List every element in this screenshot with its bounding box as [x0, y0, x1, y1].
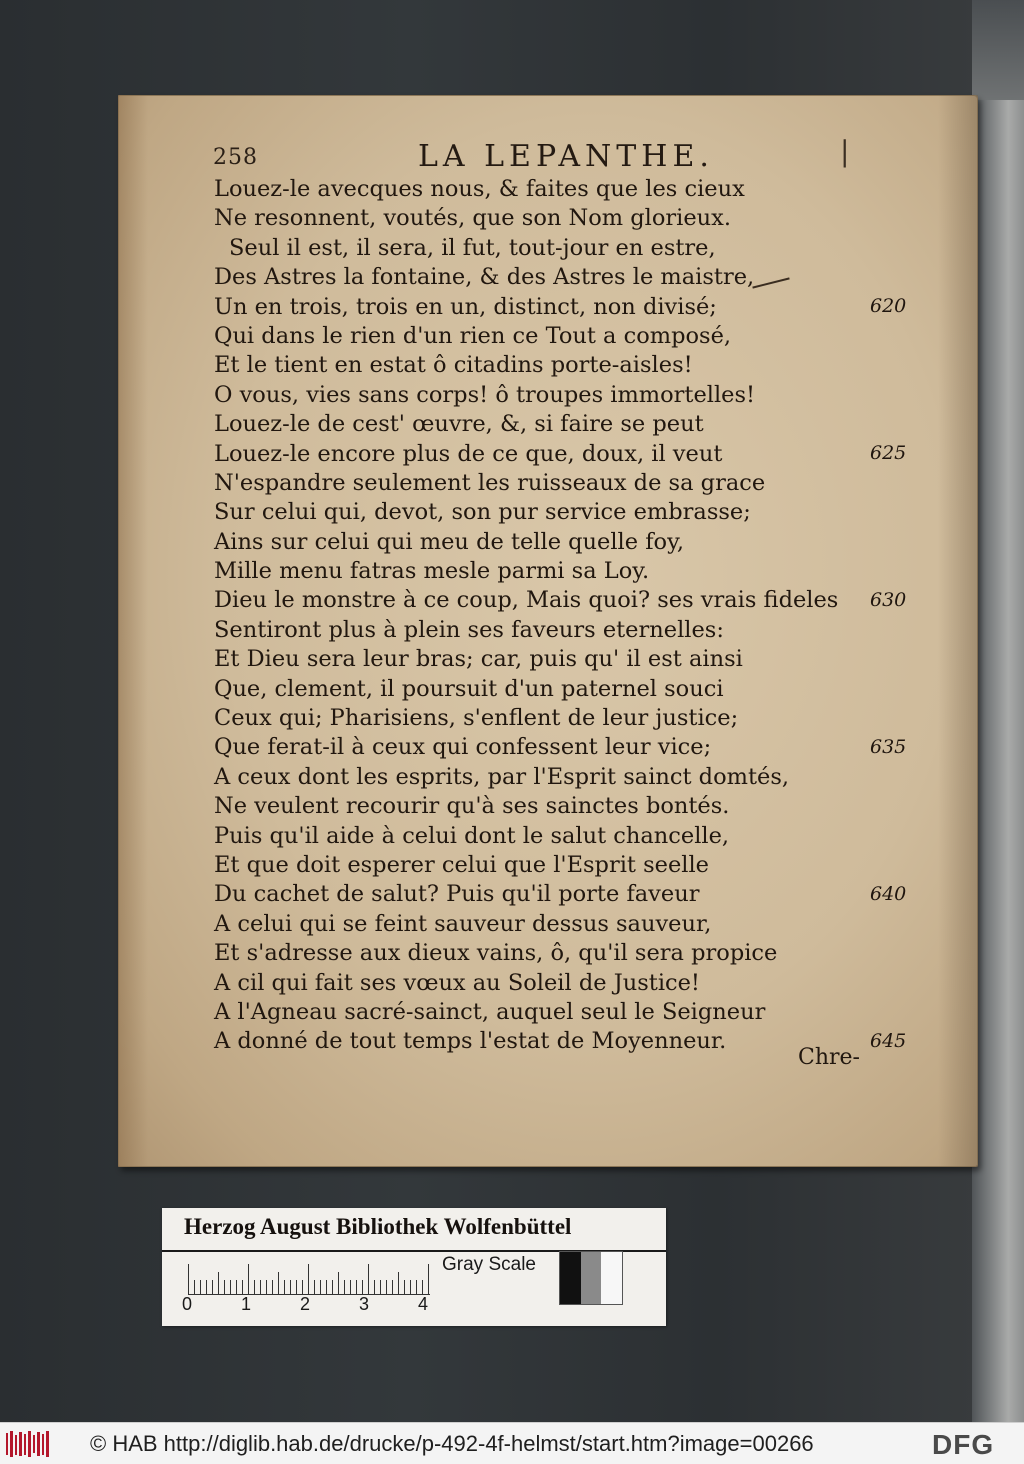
verse-line: Mille menu fatras mesle parmi sa Loy. — [214, 558, 650, 585]
verse-block — [214, 175, 839, 1057]
verse-line: A celui qui se feint sauveur dessus sauveur, — [214, 910, 712, 937]
ruler-tick — [314, 1280, 315, 1294]
ruler-number: 1 — [241, 1294, 252, 1314]
ruler-tick — [290, 1280, 291, 1294]
ruler-tick — [302, 1280, 303, 1294]
ruler-numbers — [182, 1294, 442, 1316]
verse-line: Et s'adresse aux dieux vains, ô, qu'il sera propice — [214, 940, 778, 967]
ruler-tick — [188, 1264, 189, 1294]
line-number: 635 — [870, 735, 907, 758]
hab-barcode-icon — [6, 1431, 50, 1457]
gray-swatch — [581, 1252, 602, 1304]
ruler-tick — [326, 1280, 327, 1294]
ruler-number: 0 — [182, 1294, 193, 1314]
institution-name: Herzog August Bibliothek Wolfenbüttel — [184, 1214, 572, 1239]
ruler-tick — [428, 1264, 429, 1294]
verse-line: Louez-le de cest' œuvre, &, si faire se peut — [214, 411, 704, 438]
ruler-tick — [320, 1280, 321, 1294]
verse-line: Sur celui qui, devot, son pur service embrasse; — [214, 499, 751, 526]
library-color-chart — [162, 1208, 666, 1326]
ruler-tick — [422, 1280, 423, 1294]
ruler-tick — [338, 1272, 339, 1294]
adjacent-page-edge — [972, 0, 1024, 1422]
page-number: 258 — [213, 145, 258, 170]
ruler-tick — [194, 1280, 195, 1294]
ruler-tick — [224, 1280, 225, 1294]
ruler-tick — [278, 1272, 279, 1294]
verse-line: Un en trois, trois en un, distinct, non divisé; — [214, 293, 717, 320]
header-mark: | — [840, 135, 850, 168]
ruler-tick — [296, 1280, 297, 1294]
ruler-number: 2 — [300, 1294, 311, 1314]
verse-line: Et que doit esperer celui que l'Esprit seelle — [214, 851, 709, 878]
verse-line: Puis qu'il aide à celui dont le salut chancelle, — [214, 822, 730, 849]
verse-line: Des Astres la fontaine, & des Astres le maistre, — [214, 264, 755, 291]
verse-line: Louez-le encore plus de ce que, doux, il veut — [214, 440, 723, 467]
verse-line: Ains sur celui qui meu de telle quelle foy, — [214, 528, 684, 555]
running-title: LA LEPANTHE. — [418, 139, 714, 174]
ruler-tick — [350, 1280, 351, 1294]
verse-line: A donné de tout temps l'estat de Moyenneur. — [214, 1028, 727, 1055]
verse-line: Ne veulent recourir qu'à ses sainctes bontés. — [214, 793, 730, 820]
page-edge-shadow — [938, 95, 978, 1167]
ruler-tick — [416, 1280, 417, 1294]
ruler-tick — [386, 1280, 387, 1294]
verse-line: Ceux qui; Pharisiens, s'enflent de leur justice; — [214, 705, 739, 732]
verse-line: Dieu le monstre à ce coup, Mais quoi? ses vrais fideles — [214, 587, 839, 614]
verse-line: Qui dans le rien d'un rien ce Tout a composé, — [214, 322, 732, 349]
verse-line: Du cachet de salut? Puis qu'il porte faveur — [214, 881, 700, 908]
dfg-logo: DFG — [932, 1429, 995, 1460]
gray-swatch — [560, 1252, 581, 1304]
ruler-number: 3 — [359, 1294, 370, 1314]
ruler-number: 4 — [418, 1294, 429, 1314]
ruler-tick — [284, 1280, 285, 1294]
ruler-tick — [212, 1280, 213, 1294]
ruler-tick — [266, 1280, 267, 1294]
catchword: Chre- — [798, 1045, 860, 1070]
ruler — [188, 1260, 430, 1294]
copyright-url[interactable]: © HAB http://diglib.hab.de/drucke/p-492-4f-helmst/start.htm?image=00266 — [90, 1431, 814, 1456]
verse-line: N'espandre seulement les ruisseaux de sa grace — [214, 469, 766, 496]
verse-line: Sentiront plus à plein ses faveurs eternelles: — [214, 616, 724, 643]
line-number: 625 — [870, 441, 907, 464]
ruler-tick — [380, 1280, 381, 1294]
ruler-tick — [236, 1280, 237, 1294]
ruler-tick — [404, 1280, 405, 1294]
gray-scale-swatches — [560, 1252, 622, 1304]
ruler-tick — [362, 1280, 363, 1294]
verse-line: Seul il est, il sera, il fut, tout-jour en estre, — [229, 234, 716, 261]
verse-line: A cil qui fait ses vœux au Soleil de Justice! — [214, 969, 700, 996]
ruler-tick — [272, 1280, 273, 1294]
ruler-tick — [308, 1264, 309, 1294]
viewer-footer — [0, 1422, 1024, 1464]
ruler-tick — [248, 1264, 249, 1294]
ruler-tick — [368, 1264, 369, 1294]
gray-scale-label: Gray Scale — [442, 1254, 536, 1275]
ruler-tick — [260, 1280, 261, 1294]
ruler-tick — [356, 1280, 357, 1294]
line-number: 640 — [870, 882, 907, 905]
gray-swatch — [601, 1252, 622, 1304]
verse-line: A l'Agneau sacré-sainct, auquel seul le Seigneur — [214, 998, 766, 1025]
verse-line: Ne resonnent, voutés, que son Nom glorieux. — [214, 205, 731, 232]
verse-line: A ceux dont les esprits, par l'Esprit sainct domtés, — [214, 763, 790, 790]
ruler-tick — [410, 1280, 411, 1294]
ruler-tick — [218, 1272, 219, 1294]
ruler-tick — [374, 1280, 375, 1294]
ruler-tick — [344, 1280, 345, 1294]
verse-line: Et Dieu sera leur bras; car, puis qu' il est ainsi — [214, 646, 743, 673]
ruler-tick — [200, 1280, 201, 1294]
ruler-tick — [242, 1280, 243, 1294]
ruler-tick — [332, 1280, 333, 1294]
page-header — [118, 135, 978, 175]
verse-line: Que ferat-il à ceux qui confessent leur vice; — [214, 734, 712, 761]
book-page — [118, 95, 978, 1167]
ruler-tick — [254, 1280, 255, 1294]
ruler-tick — [206, 1280, 207, 1294]
adjacent-page-edge-top — [972, 0, 1024, 100]
verse-line: Que, clement, il poursuit d'un paternel souci — [214, 675, 724, 702]
ruler-tick — [230, 1280, 231, 1294]
ruler-tick — [392, 1280, 393, 1294]
line-number: 620 — [870, 294, 907, 317]
verse-line: O vous, vies sans corps! ô troupes immortelles! — [214, 381, 756, 408]
verse-line: Louez-le avecques nous, & faites que les cieux — [214, 176, 745, 202]
verse-line: Et le tient en estat ô citadins porte-aisles! — [214, 352, 693, 379]
line-number: 645 — [870, 1029, 907, 1052]
page-gutter-shadow — [118, 95, 148, 1167]
ruler-tick — [398, 1272, 399, 1294]
line-number: 630 — [870, 588, 907, 611]
